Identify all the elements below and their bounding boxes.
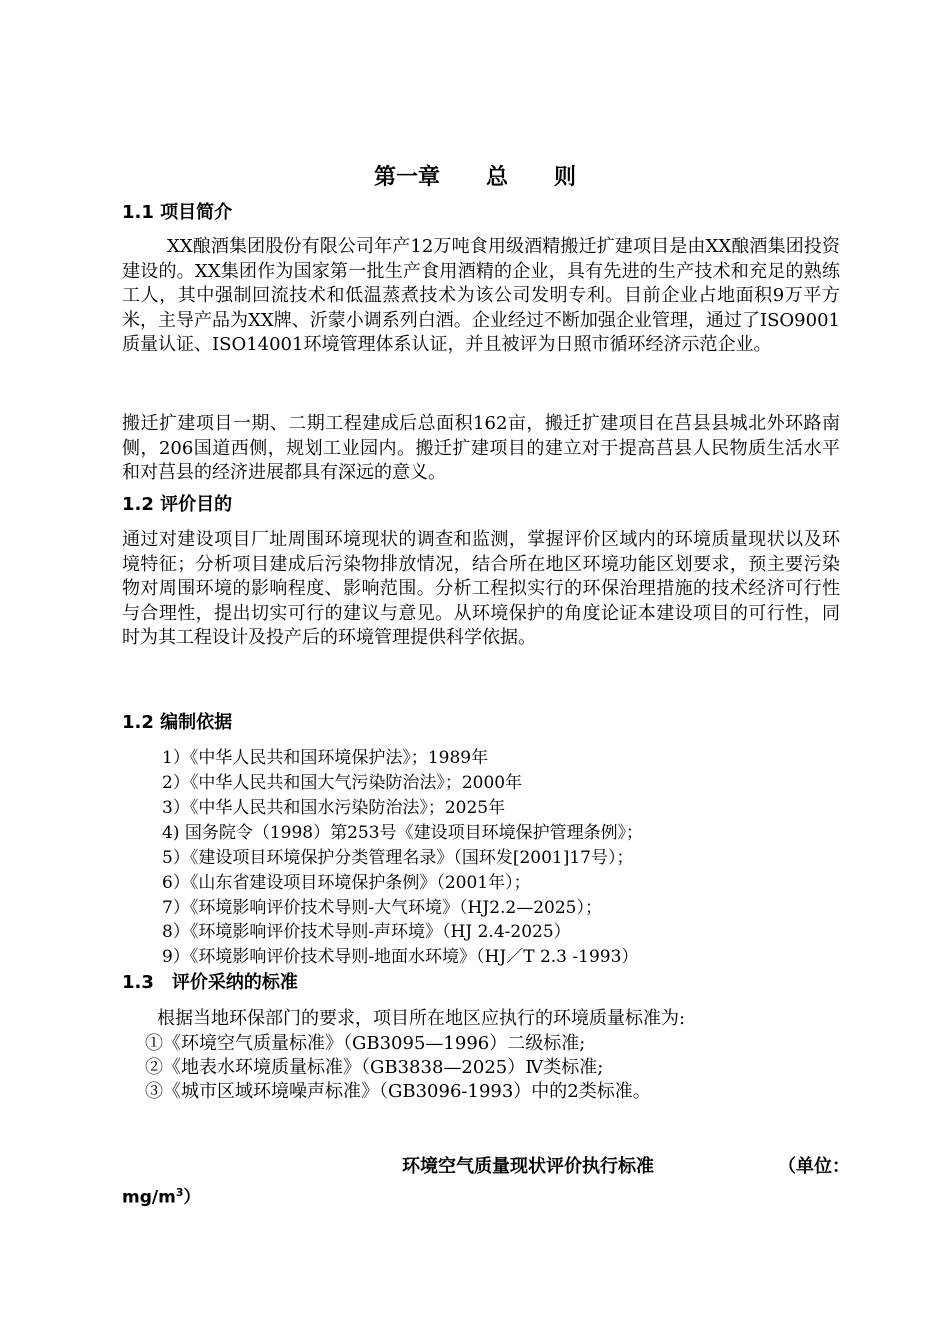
standard-item: ③《城市区域环境噪声标准》（GB3096-1993）中的2类标准。 <box>145 1081 651 1102</box>
table-unit-value <box>122 1180 200 1211</box>
basis-item: 6）《山东省建设项目环境保护条例》（2001年）； <box>162 873 531 893</box>
section-heading-1-2-basis: 1.2 编制依据 <box>122 712 233 733</box>
unit-base: mg/m <box>122 1187 176 1208</box>
section-1-1-paragraph-1: XX酿酒集团股份有限公司年产12万吨食用级酒精搬迁扩建项目是由XX酿酒集团投资建设的。XX集团作为国家第一批生产食用酒精的企业，具有先进的生产技术和充足的熟练工人，其中强制回流技术和低温蒸煮技术为该公司发明专利。目前企业占地面积9万平方米，主导产品为XX牌、沂蒙小调系列白酒。企业经过不断加强企业管理，通过了ISO9001质量认证、ISO14001环境管理体系认证，并且被评为日照市循环经济示范企业。 <box>122 236 840 355</box>
basis-item: 1）《中华人民共和国环境保护法》；1989年 <box>162 748 489 768</box>
section-heading-1-2-purpose: 1.2 评价目的 <box>122 494 233 515</box>
basis-item: 3）《中华人民共和国水污染防治法》；2025年 <box>162 798 506 818</box>
table-unit-label: （单位： <box>778 1156 850 1177</box>
chapter-title-char-2: 则 <box>554 165 577 190</box>
table-title: 环境空气质量现状评价执行标准 <box>402 1156 654 1177</box>
standard-item: ①《环境空气质量标准》（GB3095—1996）二级标准; <box>145 1033 586 1054</box>
basis-item: 2）《中华人民共和国大气污染防治法》；2000年 <box>162 773 523 793</box>
unit-exponent: 3 <box>175 1186 184 1199</box>
section-heading-1-3: 1.3 评价采纳的标准 <box>122 972 298 993</box>
basis-item: 4) 国务院令（1998）第253号《建设项目环境保护管理条例》； <box>162 823 644 843</box>
chapter-title-char-1: 总 <box>485 165 508 190</box>
basis-item: 9）《环境影响评价技术导则-地面水环境》（HJ／T 2.3 -1993） <box>162 947 639 967</box>
section-heading-1-1: 1.1 项目简介 <box>122 202 233 223</box>
section-1-1-paragraph-2: 搬迁扩建项目一期、二期工程建成后总面积162亩，搬迁扩建项目在莒县县城北外环路南侧，206国道西侧，规划工业园内。搬迁扩建项目的建立对于提高莒县人民物质生活水平和对莒县的经济进展都具有深远的意义。 <box>122 413 840 483</box>
chapter-number: 第一章 <box>373 165 440 190</box>
chapter-title <box>0 160 950 191</box>
unit-close-paren: ） <box>183 1187 201 1208</box>
basis-item: 5）《建设项目环境保护分类管理名录》（国环发[2001]17号）； <box>162 848 634 868</box>
basis-item: 7）《环境影响评价技术导则-大气环境》（HJ2.2—2025）； <box>162 898 602 918</box>
standards-intro: 根据当地环保部门的要求，项目所在地区应执行的环境质量标准为: <box>157 1008 686 1029</box>
basis-item: 8）《环境影响评价技术导则-声环境》（HJ 2.4-2025） <box>162 922 571 942</box>
section-1-2-paragraph: 通过对建设项目厂址周围环境现状的调查和监测，掌握评价区域内的环境质量现状以及环境特征；分析项目建成后污染物排放情况，结合所在地区环境功能区划要求，预主要污染物对周围环境的影响程度、影响范围。分析工程拟实行的环保治理措施的技术经济可行性与合理性，提出切实可行的建议与意见。从环境保护的角度论证本建设项目的可行性，同时为其工程设计及投产后的环境管理提供科学依据。 <box>122 529 840 648</box>
standard-item: ②《地表水环境质量标准》（GB3838—2025）Ⅳ类标准; <box>145 1057 604 1078</box>
